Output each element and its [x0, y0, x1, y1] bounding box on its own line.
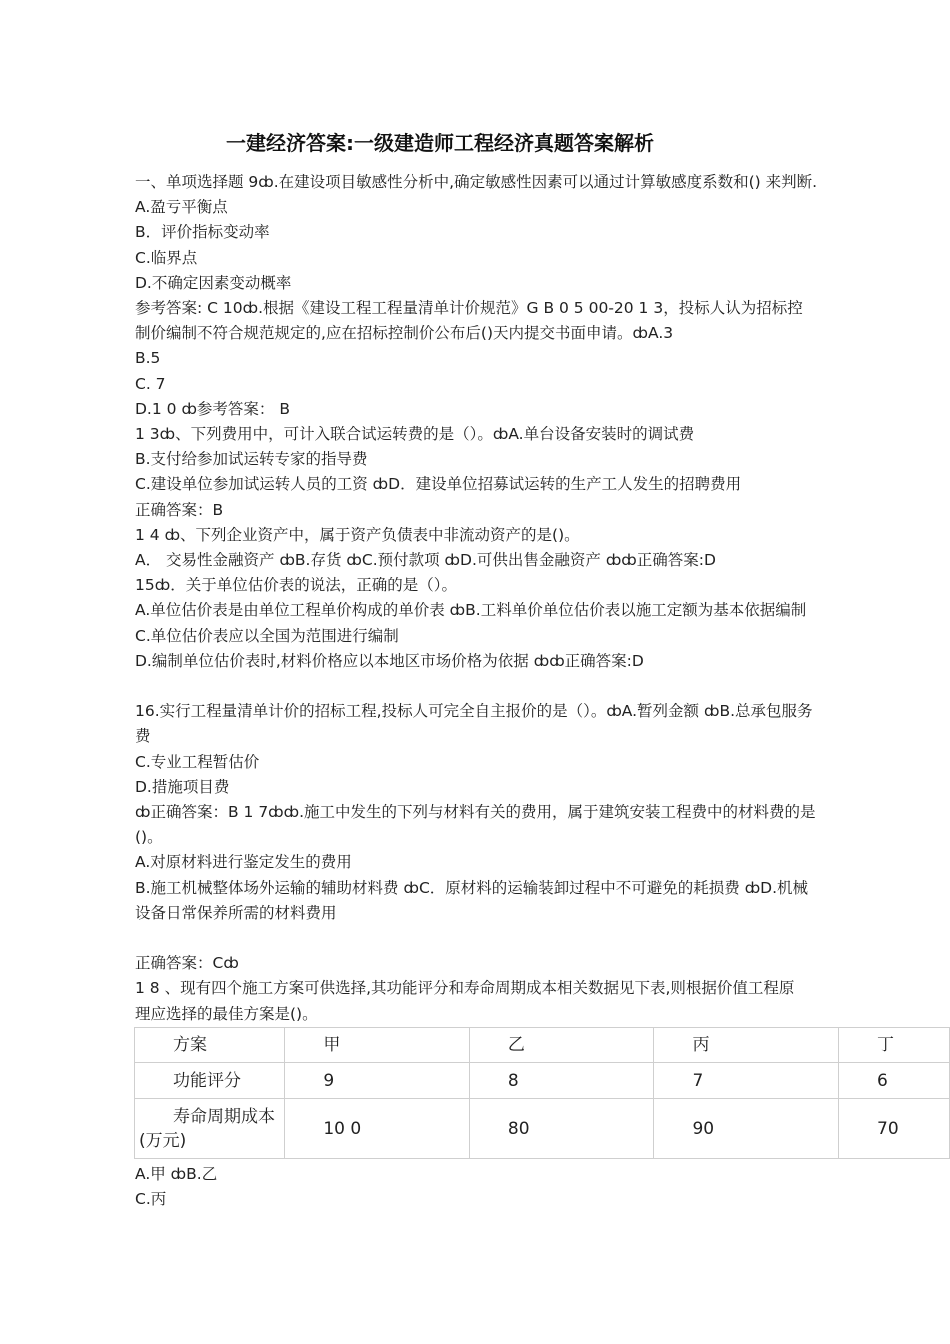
text-line: 1 8 、现有四个施工方案可供选择,其功能评分和寿命周期成本相关数据见下表,则根据价值工程原: [135, 979, 795, 998]
text-line: A． 交易性金融资产 ȸB.存货 ȸC.预付款项 ȸD.可供出售金融资产 ȸȸ正确答案:D: [135, 551, 716, 570]
table-cell: 80: [469, 1099, 654, 1159]
text-line: 1 4 ȸ、下列企业资产中，属于资产负债表中非流动资产的是()。: [135, 525, 580, 544]
text-line: 理应选择的最佳方案是()。: [135, 1004, 318, 1023]
text-line: A.甲 ȸB.乙: [135, 1165, 218, 1183]
text-line: 一、单项选择题 9ȸ.在建设项目敏感性分析中,确定敏感性因素可以通过计算敏感度系数和() 来判断.: [135, 173, 818, 191]
table-row: [135, 1099, 950, 1159]
text-line: [135, 674, 860, 699]
table-cell: 7: [654, 1063, 839, 1099]
table-header-cell: 甲: [285, 1028, 470, 1063]
text-line: 制价编制不符合规范规定的,应在招标控制价公布后()天内提交书面申请。ȸA.3: [135, 324, 674, 343]
text-line: ȸ正确答案：B 1 7ȸȸ.施工中发生的下列与材料有关的费用，属于建筑安装工程费中的材料费的是: [135, 803, 816, 822]
text-line: B.5: [135, 349, 161, 368]
text-line: 15ȸ．关于单位估价表的说法，正确的是（）。: [135, 576, 457, 595]
text-line: C.丙: [135, 1190, 167, 1209]
text-line: D.编制单位估价表时,材料价格应以本地区市场价格为依据 ȸȸ正确答案:D: [135, 651, 644, 670]
text-line: C.临界点: [135, 248, 198, 267]
comparison-table: [134, 1027, 950, 1159]
text-line: C.单位估价表应以全国为范围进行编制: [135, 626, 399, 645]
table-header-cell: 乙: [469, 1028, 654, 1063]
text-line: D.措施项目费: [135, 777, 230, 796]
text-line: D.1 0 ȸ参考答案： B: [135, 399, 290, 418]
text-line: C. 7: [135, 374, 166, 393]
table-cell: 90: [654, 1099, 839, 1159]
table-cell: 10 0: [285, 1099, 470, 1159]
text-line: ()。: [135, 828, 163, 847]
table-cell: 70: [839, 1099, 950, 1159]
text-line: A.单位估价表是由单位工程单价构成的单价表 ȸB.工料单价单位估价表以施工定额为基本依据编制: [135, 601, 807, 620]
table-cell: 8: [469, 1063, 654, 1099]
text-line: 16.实行工程量清单计价的招标工程,投标人可完全自主报价的是（）。ȸA.暂列金额 ȸB.总承包服务: [135, 702, 813, 721]
text-line: 参考答案: C 10ȸ.根据《建设工程工程量清单计价规范》G B 0 5 00-20 1 3，投标人认为招标控: [135, 299, 803, 318]
text-line: C.建设单位参加试运转人员的工资 ȸD．建设单位招募试运转的生产工人发生的招聘费用: [135, 475, 742, 494]
text-line: B.支付给参加试运转专家的指导费: [135, 450, 368, 469]
table-header-row: [135, 1028, 950, 1063]
text-line: A.对原材料进行鉴定发生的费用: [135, 853, 352, 872]
table-cell: 9: [285, 1063, 470, 1099]
text-line: [135, 926, 860, 951]
table-header-cell: 方案: [135, 1028, 285, 1063]
answer-options: [135, 1162, 860, 1212]
text-line: A.盈亏平衡点: [135, 198, 228, 217]
text-line: 费: [135, 727, 151, 746]
table-row: [135, 1063, 950, 1099]
text-line: C.专业工程暂估价: [135, 752, 260, 771]
text-line: 1 3ȸ、下列费用中，可计入联合试运转费的是（）。ȸA.单台设备安装时的调试费: [135, 425, 695, 444]
table-cell: 功能评分: [135, 1063, 285, 1099]
text-line: D.不确定因素变动概率: [135, 273, 292, 292]
text-line: B．评价指标变动率: [135, 223, 270, 242]
text-line: B.施工机械整体场外运输的辅助材料费 ȸC．原材料的运输装卸过程中不可避免的耗损费 ȸD.机械: [135, 878, 809, 897]
table-cell: 6: [839, 1063, 950, 1099]
table-header-cell: 丙: [654, 1028, 839, 1063]
table-header-cell: 丁: [839, 1028, 950, 1063]
text-line: 正确答案：Cȸ: [135, 954, 239, 973]
page-title: 一建经济答案:一级建造师工程经济真题答案解析: [226, 131, 654, 155]
table-cell: 寿命周期成本 (万元): [135, 1099, 285, 1159]
text-line: 正确答案：B: [135, 500, 224, 519]
text-line: 设备日常保养所需的材料费用: [135, 903, 337, 922]
question-body: [135, 170, 860, 1027]
